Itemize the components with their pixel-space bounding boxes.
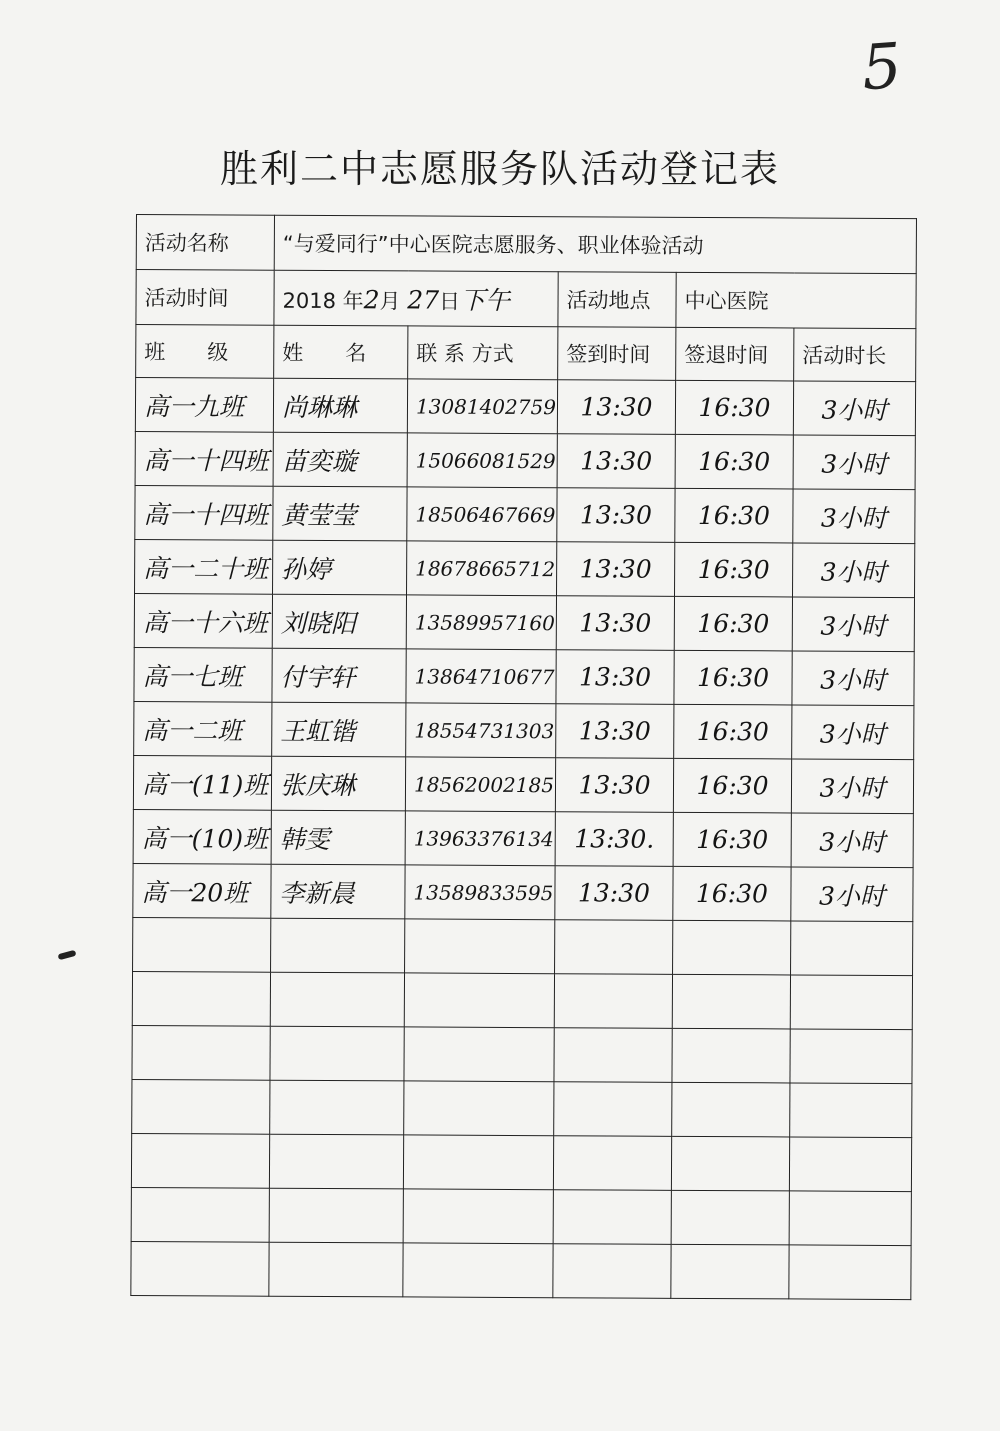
cell-phone: 13589833595 [405,865,555,920]
empty-cell [554,1028,672,1083]
empty-row [131,1241,911,1299]
registration-form [130,214,916,1300]
cell-duration: 3小时 [791,813,913,868]
activity-time-row [136,270,916,329]
empty-cell [132,971,270,1026]
cell-phone: 18678665712 [407,541,557,596]
date-month: 2 [363,285,380,315]
cell-name: 张庆琳 [271,756,405,811]
empty-cell [671,1244,789,1299]
cell-class: 高一(10)班 [133,809,271,864]
empty-row [133,917,913,975]
cell-class: 高一十六班 [134,593,272,648]
activity-time-value [274,270,558,326]
cell-duration: 3小时 [793,381,915,436]
cell-name: 苗奕璇 [273,432,407,487]
activity-name-label: 活动名称 [136,215,274,271]
empty-cell [269,1134,403,1189]
cell-sign-out: 16:30 [673,758,791,813]
empty-cell [132,1079,270,1134]
empty-cell [789,1191,911,1246]
col-duration: 活动时长 [794,328,916,382]
cell-class: 高一十四班 [135,431,273,486]
cell-sign-in: 13:30 [557,380,675,435]
cell-name: 王虹锴 [272,702,406,757]
cell-duration: 3小时 [792,705,914,760]
date-period: 下午 [460,285,511,315]
cell-sign-in: 13:30 [556,596,674,651]
empty-cell [404,1027,554,1082]
empty-cell [270,1080,404,1135]
empty-cell [269,1242,403,1297]
cell-name: 韩雯 [271,810,405,865]
empty-cell [133,917,271,972]
empty-cell [790,975,912,1030]
empty-cell [671,1190,789,1245]
empty-cell [270,1026,404,1081]
table-row [134,701,914,759]
cell-duration: 3小时 [791,759,913,814]
empty-row [132,1079,912,1137]
empty-cell [131,1133,269,1188]
cell-sign-in: 13:30 [557,488,675,543]
page-number: 5 [859,28,904,105]
empty-cell [789,1245,911,1300]
table-row [133,755,913,813]
cell-sign-out: 16:30 [674,704,792,759]
empty-row [132,971,912,1029]
cell-phone: 15066081529 [407,433,557,488]
empty-cell [790,1029,912,1084]
cell-duration: 3小时 [792,597,914,652]
date-day-unit: 日 [439,289,461,314]
date-year: 2018 年 [282,288,364,314]
cell-name: 李新晨 [271,864,405,919]
cell-name: 孙婷 [273,540,407,595]
cell-sign-in: 13:30 [555,758,673,813]
table-row [135,431,915,489]
cell-sign-out: 16:30 [675,542,793,597]
cell-phone: 18554731303 [406,703,556,758]
cell-sign-out: 16:30 [674,650,792,705]
empty-cell [403,1189,553,1244]
cell-sign-out: 16:30 [673,866,791,921]
col-sign-in: 签到时间 [558,327,676,381]
cell-name: 黄莹莹 [273,486,407,541]
form-title: 胜利二中志愿服务队活动登记表 [219,147,780,191]
cell-phone: 13963376134 [405,811,555,866]
empty-cell [554,974,672,1029]
cell-sign-in: 13:30 [557,434,675,489]
cell-class: 高一二十班 [135,539,273,594]
empty-cell [790,1083,912,1138]
empty-row [131,1133,911,1191]
cell-sign-out: 16:30 [675,488,793,543]
empty-cell [404,1081,554,1136]
cell-name: 刘晓阳 [272,594,406,649]
date-day: 27 [407,285,440,315]
empty-cell [271,918,405,973]
table-row [135,378,915,436]
col-phone: 联 系 方式 [408,326,558,380]
empty-cell [554,1082,672,1137]
empty-cell [131,1187,269,1242]
empty-cell [270,972,404,1027]
cell-phone: 18506467669 [407,487,557,542]
cell-phone: 13589957160 [406,595,556,650]
cell-name: 付宇轩 [272,648,406,703]
date-month-unit: 月 [379,289,401,314]
table-row [133,863,913,921]
cell-class: 高一九班 [135,378,273,433]
empty-cell [671,1136,789,1191]
empty-row [132,1025,912,1083]
cell-sign-in: 13:30 [557,542,675,597]
location-value: 中心医院 [676,272,916,328]
empty-cell [672,1082,790,1137]
empty-cell [791,921,913,976]
empty-cell [555,920,673,975]
cell-phone: 18562002185 [405,757,555,812]
cell-phone: 13864710677 [406,649,556,704]
activity-name-value: “与爱同行”中心医院志愿服务、职业体验活动 [274,215,916,273]
empty-cell [131,1241,269,1296]
empty-cell [553,1190,671,1245]
cell-class: 高一十四班 [135,485,273,540]
registration-table [130,214,917,1300]
cell-name: 尚琳琳 [273,378,407,433]
activity-time-label: 活动时间 [136,270,274,326]
cell-class: 高一七班 [134,647,272,702]
activity-name-row [136,215,916,274]
col-class: 班 级 [136,325,274,379]
ink-smudge [58,950,77,960]
empty-cell [789,1137,911,1192]
col-name: 姓 名 [274,325,408,379]
cell-sign-out: 16:30 [675,380,793,435]
cell-duration: 3小时 [793,435,915,490]
table-row [133,809,913,867]
cell-duration: 3小时 [791,867,913,922]
empty-cell [553,1244,671,1299]
cell-sign-out: 16:30 [674,596,792,651]
empty-cell [405,919,555,974]
empty-cell [673,920,791,975]
cell-duration: 3小时 [793,543,915,598]
empty-cell [403,1135,553,1190]
cell-class: 高一二班 [134,701,272,756]
empty-cell [132,1025,270,1080]
col-sign-out: 签退时间 [676,327,794,381]
table-row [135,485,915,543]
empty-row [131,1187,911,1245]
cell-duration: 3小时 [792,651,914,706]
cell-sign-out: 16:30 [673,812,791,867]
location-label: 活动地点 [558,272,676,328]
table-row [135,539,915,597]
empty-cell [404,973,554,1028]
cell-class: 高一(11)班 [133,755,271,810]
cell-sign-in: 13:30 [555,866,673,921]
empty-cell [672,1028,790,1083]
empty-cell [553,1136,671,1191]
column-header-row [136,325,916,382]
empty-cell [269,1188,403,1243]
cell-phone: 13081402759 [407,379,557,434]
table-row [134,593,914,651]
cell-duration: 3小时 [793,489,915,544]
cell-sign-in: 13:30 [556,650,674,705]
empty-cell [672,974,790,1029]
cell-sign-in: 13:30 [556,704,674,759]
empty-cell [403,1243,553,1298]
cell-class: 高一20班 [133,863,271,918]
cell-sign-in: 13:30. [555,812,673,867]
table-row [134,647,914,705]
cell-sign-out: 16:30 [675,434,793,489]
